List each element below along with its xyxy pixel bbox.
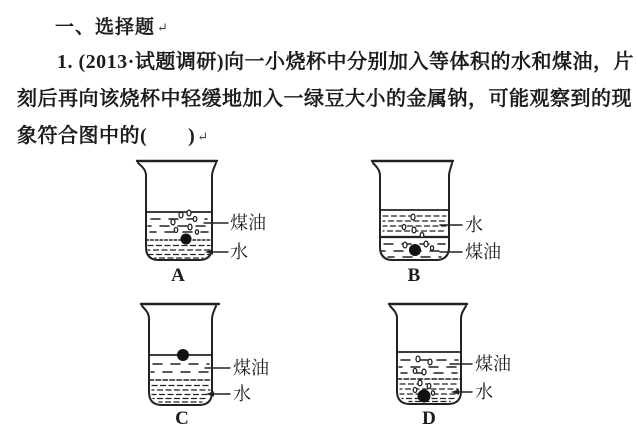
option-letter: C <box>175 408 189 429</box>
top-layer-label: 水 <box>465 215 483 235</box>
sodium-ball <box>177 349 189 361</box>
option-letter: A <box>171 265 185 286</box>
water-layer <box>152 386 210 403</box>
gas-bubbles <box>171 210 199 234</box>
section-heading <box>55 12 169 39</box>
diagram-option-a <box>125 150 290 290</box>
option-letter: D <box>422 408 436 429</box>
bottom-layer-label: 水 <box>475 382 493 402</box>
top-layer-label: 煤油 <box>233 358 269 378</box>
bottom-layer-label: 煤油 <box>465 242 501 262</box>
paragraph-mark-icon: ↵ <box>157 20 169 35</box>
option-letter: B <box>407 265 421 286</box>
sodium-ball <box>409 244 421 256</box>
water-layer <box>148 246 210 259</box>
label-leader-lines <box>440 225 462 252</box>
sodium-ball <box>181 234 192 245</box>
diagram-option-d <box>380 296 540 433</box>
label-leader-lines <box>205 368 230 397</box>
diagram-option-c <box>130 296 295 433</box>
question-line-2: 刻后再向该烧杯中轻缓地加入一绿豆大小的金属钠，可能观察到的现 <box>17 88 632 110</box>
section-heading-text: 一、选择题 <box>55 17 156 38</box>
paragraph-mark-icon: ↵ <box>197 129 209 144</box>
question-line-3 <box>17 119 209 148</box>
question-line-1: 1. (2013·试题调研)向一小烧杯中分别加入等体积的水和煤油，片 <box>57 51 634 73</box>
question-line-3-text: 象符合图中的( ) <box>17 125 196 147</box>
top-layer-label: 煤油 <box>230 213 266 233</box>
diagram-option-b <box>360 150 525 290</box>
top-layer-label: 煤油 <box>475 354 511 374</box>
bottom-layer-label: 水 <box>233 384 251 404</box>
sodium-ball <box>418 390 431 403</box>
bottom-layer-label: 水 <box>230 242 248 262</box>
